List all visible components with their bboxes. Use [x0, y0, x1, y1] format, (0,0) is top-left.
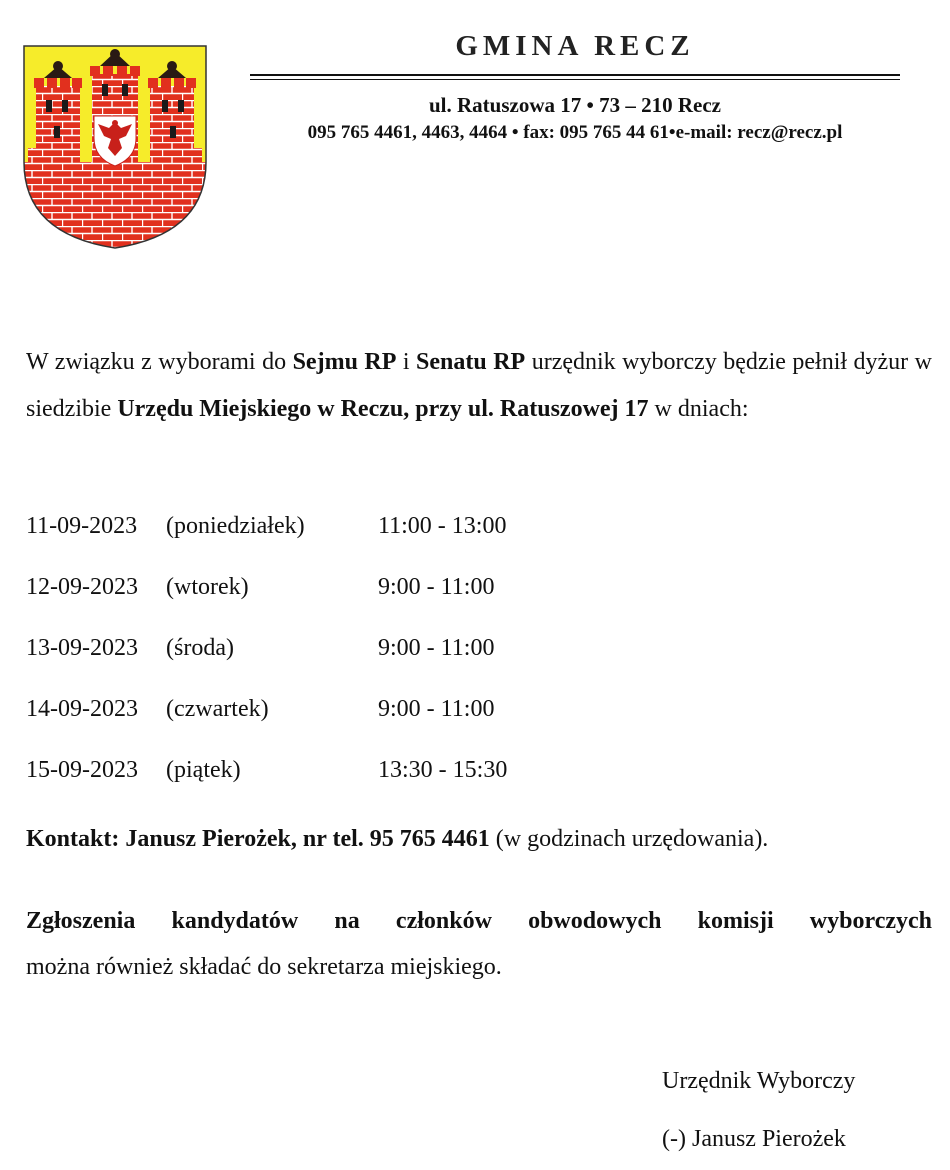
contact-bold: Kontakt: Janusz Pierożek, nr tel. 95 765 4461 [26, 826, 490, 852]
address-line: ul. Ratuszowa 17 • 73 – 210 Recz [429, 93, 721, 117]
schedule-weekday: (wtorek) [166, 574, 249, 600]
applications-text: można również składać do sekretarza miejskiego. [26, 954, 502, 980]
schedule-date: 14-09-2023 [26, 696, 138, 722]
intro-bold-senat: Senatu RP [416, 349, 526, 375]
schedule-hours: 9:00 - 11:00 [378, 635, 495, 661]
page-title: GMINA RECZ [455, 30, 695, 62]
intro-bold-office: Urzędu Miejskiego w Reczu, przy ul. Ratuszowej 17 [117, 396, 649, 422]
coat-of-arms-icon [22, 44, 208, 250]
applications-bold: Zgłoszenia kandydatów na członków obwodowych komisji wyborczych [26, 908, 932, 934]
schedule-date: 12-09-2023 [26, 574, 138, 600]
contact-paragraph [26, 826, 768, 853]
signature-role: Urzędnik Wyborczy [662, 1068, 856, 1094]
schedule-weekday: (środa) [166, 635, 234, 661]
intro-text-2: i [396, 349, 417, 375]
schedule-date: 15-09-2023 [26, 757, 138, 783]
contact-note: (w godzinach urzędowania). [489, 826, 769, 852]
schedule-weekday: (czwartek) [166, 696, 269, 722]
schedule-weekday: (poniedziałek) [166, 513, 305, 539]
schedule-hours: 11:00 - 13:00 [378, 513, 507, 539]
schedule-weekday: (piątek) [166, 757, 241, 783]
schedule-hours: 13:30 - 15:30 [378, 757, 508, 783]
applications-paragraph [26, 898, 932, 990]
signature-name: (-) Janusz Pierożek [662, 1126, 846, 1152]
schedule-date: 13-09-2023 [26, 635, 138, 661]
schedule-hours: 9:00 - 11:00 [378, 574, 495, 600]
intro-text-4: w dniach: [648, 396, 749, 422]
header-rule-thick [250, 74, 900, 76]
intro-paragraph [26, 339, 932, 433]
intro-bold-sejm: Sejmu RP [292, 349, 397, 375]
intro-text-3: urzędnik wyborczy będzie pełnił dyżur w siedzibie [26, 349, 932, 422]
header-rule-thin [250, 79, 900, 80]
schedule-hours: 9:00 - 11:00 [378, 696, 495, 722]
intro-text-1: W związku z wyborami do [26, 349, 293, 375]
contact-line: 095 765 4461, 4463, 4464 • fax: 095 765 44 61•e-mail: recz@recz.pl [307, 122, 843, 143]
schedule-date: 11-09-2023 [26, 513, 138, 539]
